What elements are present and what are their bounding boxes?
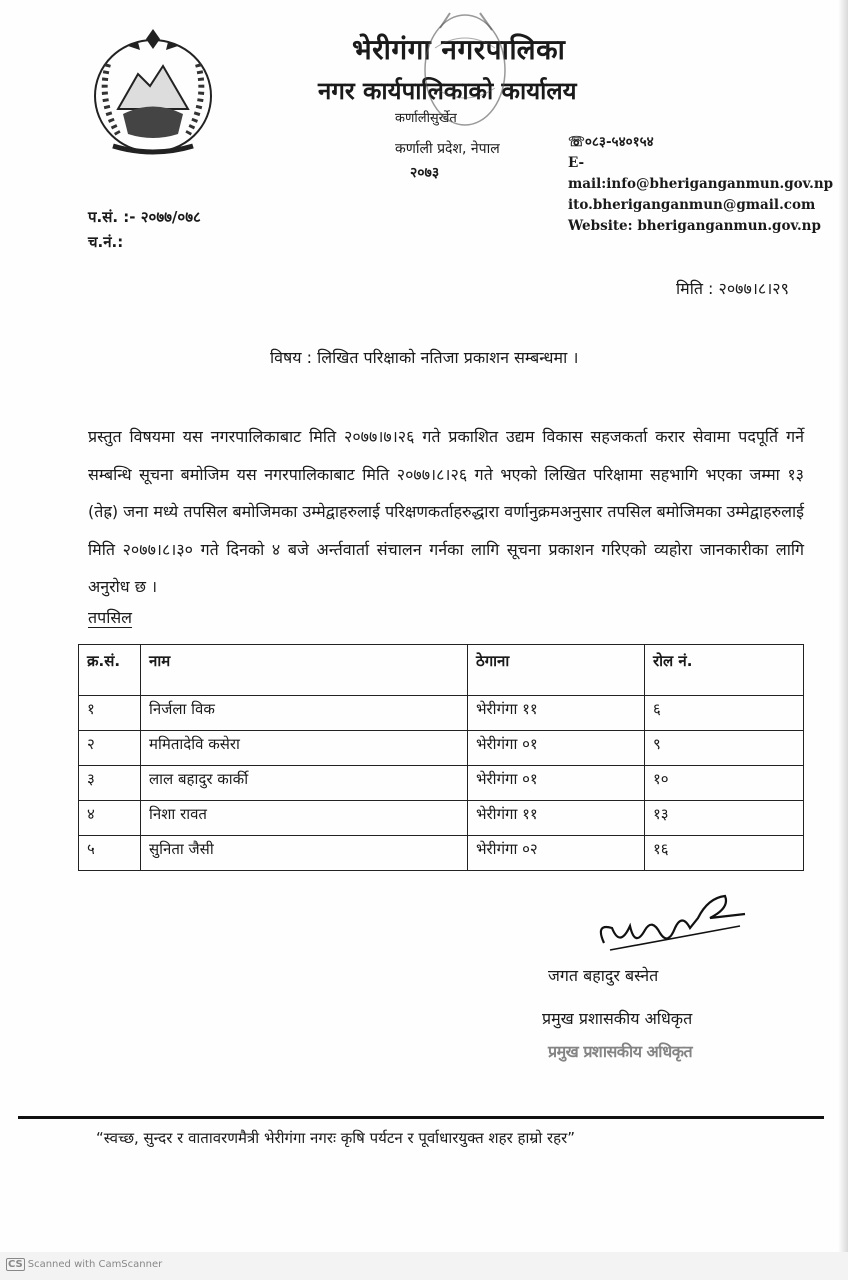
cell-name: निशा रावत — [141, 801, 468, 836]
cell-name: ममितादेवि कसेरा — [141, 731, 468, 766]
details-heading: तपसिल — [88, 608, 133, 627]
signatory-title: प्रमुख प्रशासकीय अधिकृत — [542, 1009, 693, 1028]
signatory-name: जगत बहादुर बस्नेत — [548, 966, 659, 985]
email-secondary: ito.bheriganganmun@gmail.com — [568, 197, 816, 213]
office-location: कर्णालीसुर्खेत — [395, 111, 457, 126]
cell-serial: २ — [79, 731, 141, 766]
cell-serial: ४ — [79, 801, 141, 836]
candidate-table — [78, 644, 804, 871]
cell-address: भेरीगंगा ०१ — [468, 731, 645, 766]
cell-serial: ३ — [79, 766, 141, 801]
cell-address: भेरीगंगा ११ — [468, 801, 645, 836]
table-row — [79, 836, 804, 871]
camscanner-logo-icon: CS — [8, 1259, 23, 1270]
table-row — [79, 696, 804, 731]
table-row — [79, 801, 804, 836]
table-row — [79, 731, 804, 766]
col-roll-header: रोल नं. — [645, 645, 804, 696]
cell-roll: १३ — [645, 801, 804, 836]
cell-serial: ५ — [79, 836, 141, 871]
government-emblem-icon — [78, 24, 228, 164]
cell-name: लाल बहादुर कार्की — [141, 766, 468, 801]
signatory-stamp: प्रमुख प्रशासकीय अधिकृत — [548, 1042, 693, 1061]
office-year: २०७३ — [410, 165, 440, 181]
letter-date: मिति : २०७७।८।२९ — [676, 279, 789, 298]
office-name: भेरीगंगा नगरपालिका — [352, 33, 566, 66]
table-row — [79, 766, 804, 801]
cell-address: भेरीगंगा ०२ — [468, 836, 645, 871]
letter-subject: विषय : लिखित परिक्षाको नतिजा प्रकाशन सम्बन्धमा । — [270, 348, 579, 367]
website: Website: bheriganganmun.gov.np — [568, 218, 821, 234]
col-serial-header: क्र.सं. — [79, 645, 141, 696]
cell-roll: ६ — [645, 696, 804, 731]
footer-divider — [18, 1116, 824, 1119]
email-primary: E-mail:info@bheriganganmun.gov.np — [568, 155, 834, 192]
letter-body: प्रस्तुत विषयमा यस नगरपालिकाबाट मिति २०७७।७।२६ गते प्रकाशित उद्यम विकास सहजकर्ता करार सेवामा पदपूर्ति गर्ने सम्बन्धि सूचना बमोजिम यस नगरपालिकाबाट मिति २०७७।८।२६ गते भएको लिखित परिक्षामा सहभागि भएका जम्मा १३ (तेह्र) जना मध्ये तपसिल बमोजिमका उम्मेद्वाहरुलाई परिक्षणकर्ताहरुद्धारा वर्णानुक्रमअनुसार तपसिल बमोजिमका उम्मेद्वाहरुलाई मिति २०७७।८।३० गते दिनको ४ बजे अर्न्तवार्ता संचालन गर्नका लागि सूचना प्रकाशन गरिएको व्यहोरा जानकारीका लागि अनुरोध छ । — [88, 427, 804, 596]
dispatch-number: च.नं.: — [88, 233, 124, 251]
col-name-header: नाम — [141, 645, 468, 696]
phone-number: ☏०८३-५४०१५४ — [568, 134, 654, 150]
scanner-text: Scanned with CamScanner — [27, 1259, 163, 1270]
reference-number: प.सं. :- २०७७/०७८ — [88, 208, 201, 226]
cell-name: सुनिता जैसी — [141, 836, 468, 871]
footer-slogan: “स्वच्छ, सुन्दर र वातावरणमैत्री भेरीगंगा नगरः कृषि पर्यटन र पूर्वाधारयुक्त शहर हाम्रो रहर” — [96, 1129, 575, 1147]
cell-roll: १६ — [645, 836, 804, 871]
reference-block — [88, 205, 201, 255]
col-address-header: ठेगाना — [468, 645, 645, 696]
table-header-row — [79, 645, 804, 696]
cell-name: निर्जला विक — [141, 696, 468, 731]
cell-address: भेरीगंगा ११ — [468, 696, 645, 731]
contact-block — [568, 132, 848, 237]
scanner-watermark — [6, 1258, 162, 1271]
cell-roll: १० — [645, 766, 804, 801]
signature-icon — [590, 888, 750, 958]
office-subtitle: नगर कार्यपालिकाको कार्यालय — [318, 77, 577, 105]
office-stamp-icon — [410, 8, 520, 136]
office-province: कर्णाली प्रदेश, नेपाल — [395, 141, 500, 157]
cell-address: भेरीगंगा ०१ — [468, 766, 645, 801]
cell-roll: ९ — [645, 731, 804, 766]
cell-serial: १ — [79, 696, 141, 731]
